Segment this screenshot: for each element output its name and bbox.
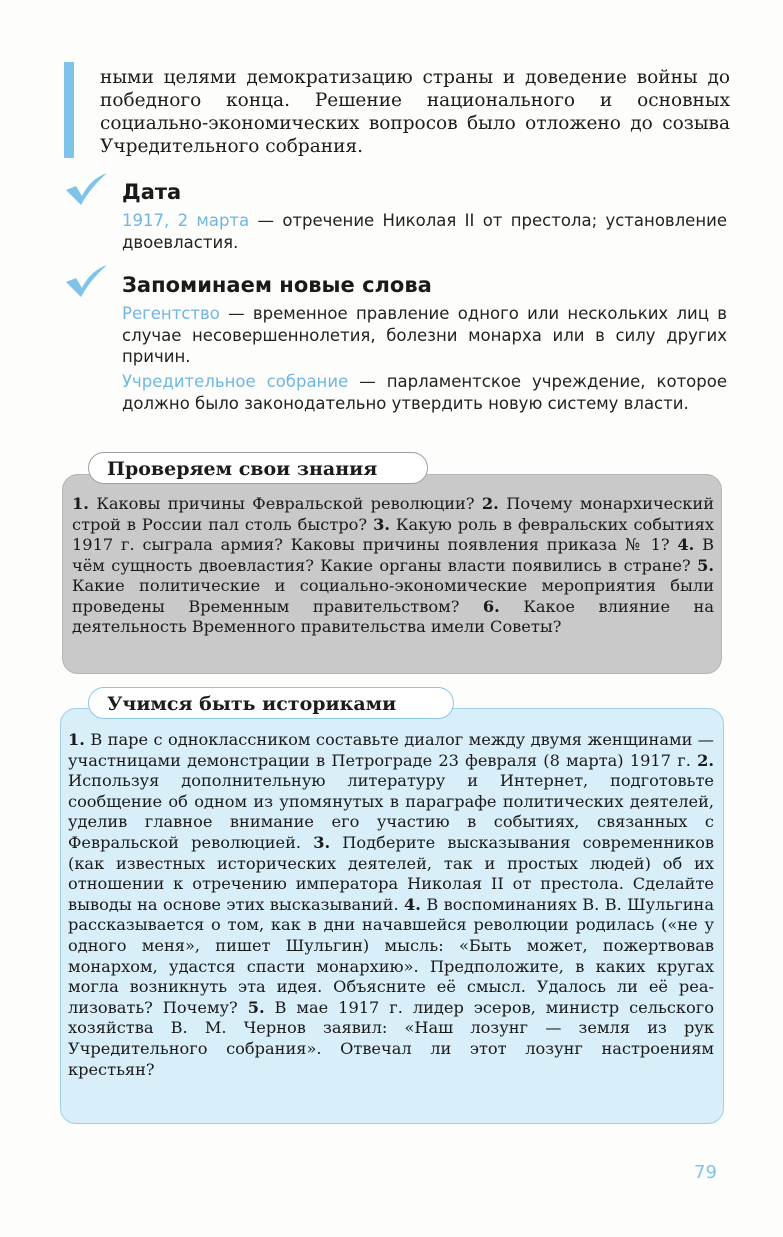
date-entry <box>122 210 727 253</box>
intro-accent-bar <box>64 62 74 158</box>
question-number: 6. <box>482 596 500 616</box>
task-text: В воспоминаниях В. В. Шульгина рассказывается о том, как в дни начавшейся революции родилась («не у одного меня», пишет Шульгин) мысль: «Быть может, пожертвовав монархом, удастся спасти монархию». Предположите, в каких кругах могла возникнуть эта идея. Объясните её смысл. Удалось ли её реализовать? Почему? <box>68 894 714 1017</box>
page-number: 79 <box>694 1162 717 1183</box>
task-number: 5. <box>247 997 265 1017</box>
task-text: В мае 1917 г. лидер эсеров, министр сельского хозяйства В. М. Чернов заявил: «Наш лозунг — земля из рук Учредительного собрания». Отвечал ли этот лозунг настроениям крестьян? <box>68 997 714 1079</box>
term-definition: — парламентское учреждение, которое должно было законодательно утвердить новую систему власти. <box>122 372 727 413</box>
task-number: 3. <box>313 832 331 852</box>
question-text: В чём сущность двоевластия? Какие органы власти появились в стране? <box>72 535 714 575</box>
task-text: Используя дополнительную литературу и Интернет, подготовьте сообщение об одном из упомянутых в параграфе политических деятелей, уделив главное внимание его участию в событиях, связанных с Февральской революцией. <box>68 771 714 852</box>
term-word: Учредительное собрание <box>122 372 349 391</box>
date-text: — отречение Николая II от престола; установление двоевластия. <box>122 211 727 252</box>
checkmark-icon <box>64 172 108 206</box>
check-knowledge-title: Проверяем свои знания <box>88 452 428 484</box>
task-number: 4. <box>404 894 421 914</box>
question-text: Какие политические и социально-экономические мероприятия были проведены Временным правительством? <box>72 576 714 616</box>
task-text: Подберите высказывания современников (как известных исторических деятелей, так и простых людей) об их отношении к отречению императора Николая II от престола. Сделайте выводы на основе этих высказываний. <box>68 832 714 914</box>
new-words-heading: Запоминаем новые слова <box>122 273 432 297</box>
historian-tasks-title: Учимся быть историками <box>88 687 454 719</box>
question-number: 1. <box>72 494 89 513</box>
term-regency <box>122 303 727 368</box>
task-number: 1. <box>68 730 85 749</box>
question-number: 3. <box>373 514 390 534</box>
question-number: 4. <box>677 535 695 554</box>
question-text: Почему монархический строй в России пал столь быстро? <box>72 494 714 534</box>
date-heading: Дата <box>122 180 182 204</box>
term-word: Регентство <box>122 304 220 323</box>
checkmark-icon <box>64 264 108 298</box>
check-knowledge-questions <box>72 494 714 638</box>
term-definition: — временное правление одного или нескольких лиц в случае несовершеннолетия, болезни монарха или в силу других причин. <box>122 304 727 366</box>
question-text: Какое влияние на деятельность Временного правительства имели Советы? <box>72 596 714 636</box>
historian-tasks <box>68 730 714 1080</box>
question-text: Каковы причины Февральской революции? <box>88 494 482 513</box>
task-text: В паре с одноклассником составьте диалог между двумя женщинами — участницами демонстрации в Петрограде 23 февраля (8 марта) 1917 г. <box>68 730 714 770</box>
question-number: 2. <box>481 494 499 513</box>
term-constituent-assembly <box>122 371 727 414</box>
question-text: Какую роль в февральских событиях 1917 г. сыграла армия? Каковы причины появления приказа № 1? <box>72 514 715 554</box>
question-number: 5. <box>697 555 714 575</box>
task-number: 2. <box>697 750 714 770</box>
date-value: 1917, 2 марта <box>122 211 250 230</box>
intro-paragraph: ными целями демократизацию страны и доведение войны до победного конца. Решение национального и основных социально-экономических вопросов было отложено до созыва Учредительного собрания. <box>100 67 730 157</box>
